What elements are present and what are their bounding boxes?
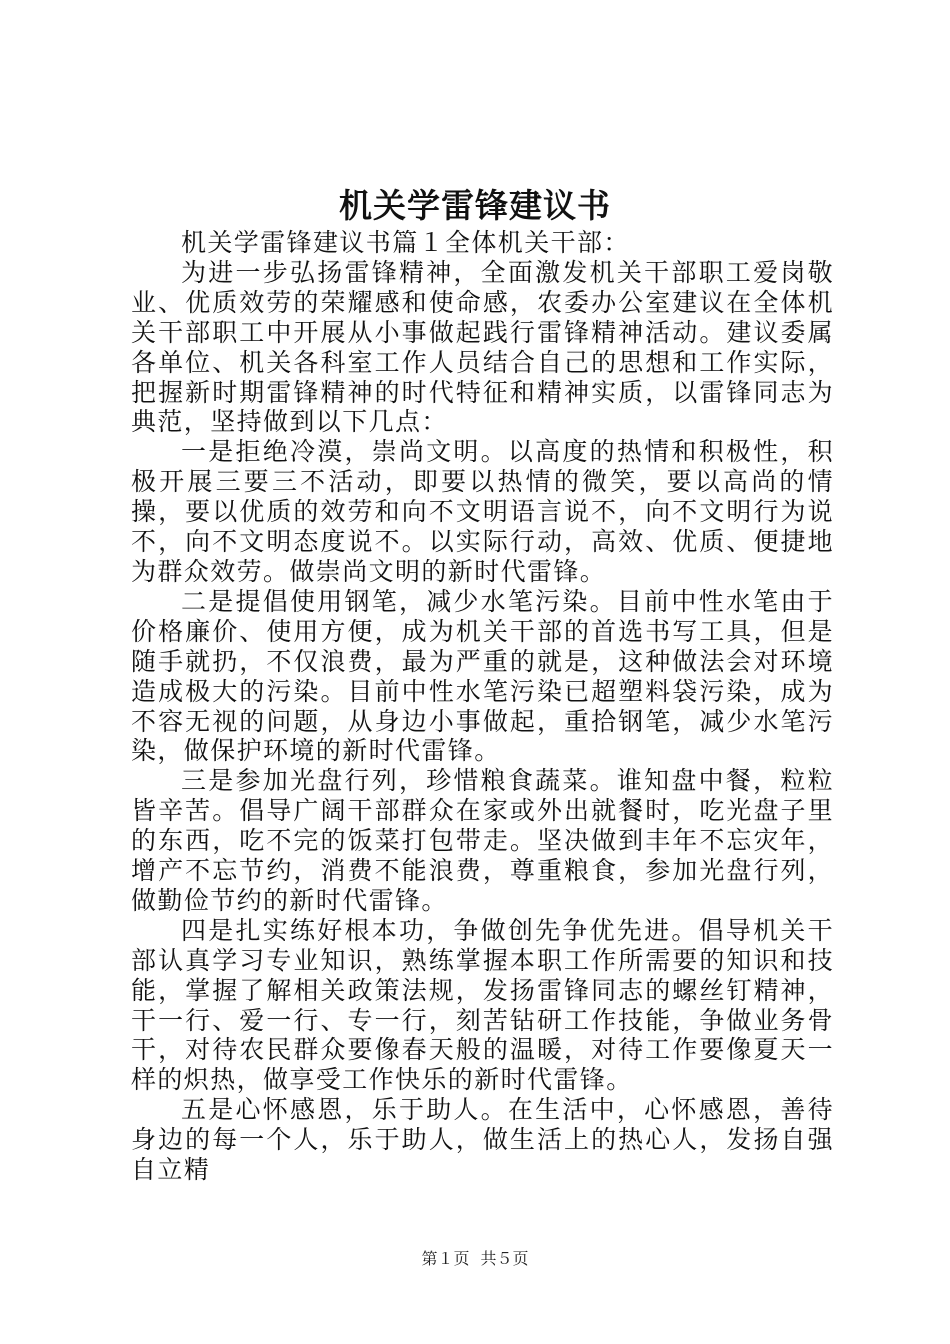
paragraph-preamble: 为进一步弘扬雷锋精神，全面激发机关干部职工爱岗敬业、优质效劳的荣耀感和使命感，农委办公室建议在全体机关干部职工中开展从小事做起践行雷锋精神活动。建议委属各单位、机关各科室工作人员结合自己的思想和工作实际，把握新时期雷锋精神的时代特征和精神实质，以雷锋同志为典范，坚持做到以下几点： (131, 257, 834, 437)
page-footer (0, 1246, 950, 1269)
paragraph-point-5: 五是心怀感恩，乐于助人。在生活中，心怀感恩，善待身边的每一个人，乐于助人，做生活上的热心人，发扬自强自立精 (131, 1095, 834, 1185)
paragraph-intro: 机关学雷锋建议书篇１全体机关干部： (181, 228, 630, 257)
paragraph-point-3: 三是参加光盘行列，珍惜粮食蔬菜。谁知盘中餐，粒粒皆辛苦。倡导广阔干部群众在家或外出就餐时，吃光盘子里的东西，吃不完的饭菜打包带走。坚决做到丰年不忘灾年，增产不忘节约，消费不能浪费，尊重粮食，参加光盘行列，做勤俭节约的新时代雷锋。 (131, 766, 834, 915)
page-number: 第１页 (421, 1249, 470, 1268)
paragraph-point-4: 四是扎实练好根本功，争做创先争优先进。倡导机关干部认真学习专业知识，熟练掌握本职工作所需要的知识和技能，掌握了解相关政策法规，发扬雷锋同志的螺丝钉精神，干一行、爱一行、专一行，刻苦钻研工作技能，争做业务骨干，对待农民群众要像春天般的温暖，对待工作要像夏天一样的炽热，做享受工作快乐的新时代雷锋。 (131, 915, 834, 1095)
document-title: 机关学雷锋建议书 (339, 186, 611, 225)
paragraph-point-2: 二是提倡使用钢笔，减少水笔污染。目前中性水笔由于价格廉价、使用方便，成为机关干部的首选书写工具，但是随手就扔，不仅浪费，最为严重的就是，这种做法会对环境造成极大的污染。目前中性水笔污染已超塑料袋污染，成为不容无视的问题，从身边小事做起，重拾钢笔，减少水笔污染，做保护环境的新时代雷锋。 (131, 586, 834, 766)
page-total: 共５页 (480, 1249, 529, 1268)
paragraph-point-1: 一是拒绝冷漠，崇尚文明。以高度的热情和积极性，积极开展三要三不活动，即要以热情的微笑，要以高尚的情操，要以优质的效劳和向不文明语言说不，向不文明行为说不，向不文明态度说不。以实际行动，高效、优质、便捷地为群众效劳。做崇尚文明的新时代雷锋。 (131, 437, 834, 586)
document-body (131, 228, 834, 1185)
